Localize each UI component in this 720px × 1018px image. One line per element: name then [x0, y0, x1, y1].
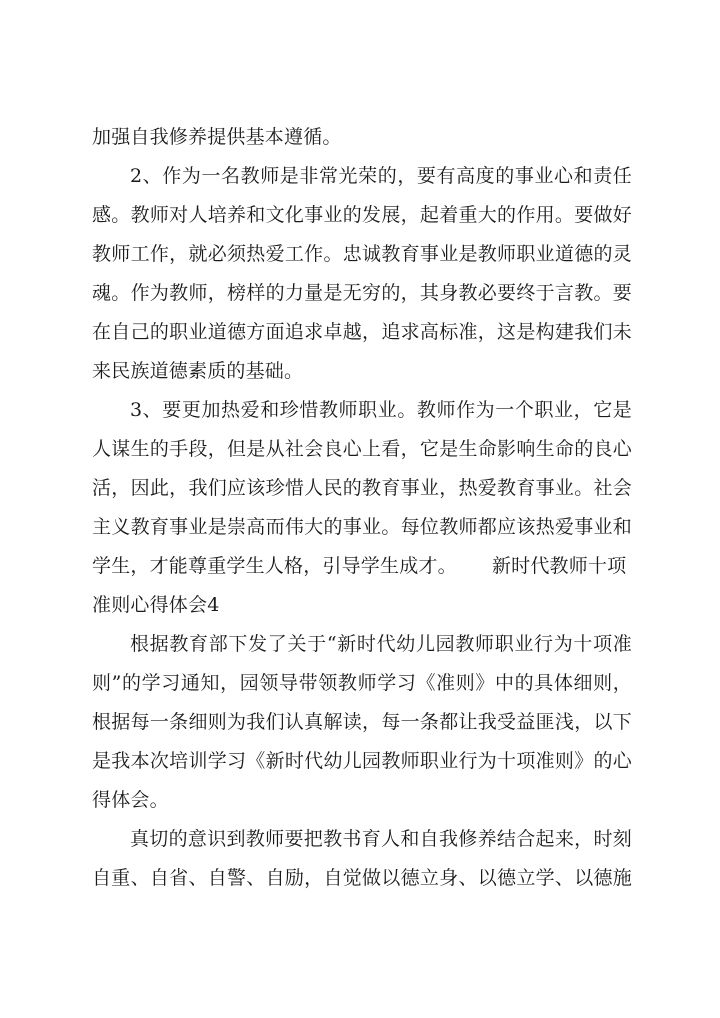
- text-line: 根据每一条细则为我们认真解读，每一条都让我受益匪浅，以下: [92, 711, 632, 733]
- text-line: 活，因此，我们应该珍惜人民的教育事业，热爱教育事业。社会: [92, 477, 632, 499]
- document-body: [92, 118, 632, 898]
- text-line: 是我本次培训学习《新时代幼儿园教师职业行为十项准则》的心: [92, 750, 632, 772]
- text-line: 感。教师对人培养和文化事业的发展，起着重大的作用。要做好: [92, 204, 632, 226]
- text-line: 教师工作，就必须热爱工作。忠诚教育事业是教师职业道德的灵: [92, 243, 632, 265]
- text-line: 自重、自省、自警、自励，自觉做以德立身、以德立学、以德施: [92, 867, 632, 889]
- text-line: 人谋生的手段，但是从社会良心上看，它是生命影响生命的良心: [92, 438, 632, 460]
- text-line: 2、作为一名教师是非常光荣的，要有高度的事业心和责任: [130, 165, 632, 187]
- text-line: 根据教育部下发了关于“新时代幼儿园教师职业行为十项准: [130, 633, 632, 655]
- text-line: 学生，才能尊重学生人格，引导学生成才。 新时代教师十项: [92, 555, 627, 577]
- text-line: 则”的学习通知，园领导带领教师学习《准则》中的具体细则，: [92, 672, 632, 694]
- text-line: 真切的意识到教师要把教书育人和自我修养结合起来，时刻: [130, 828, 632, 850]
- text-line: 魂。作为教师，榜样的力量是无穷的，其身教必要终于言教。要: [92, 282, 632, 304]
- text-line: 得体会。: [92, 789, 169, 811]
- text-line: 在自己的职业道德方面追求卓越，追求高标准，这是构建我们未: [92, 321, 632, 343]
- section-title: 准则心得体会4: [92, 594, 220, 616]
- text-line: 主义教育事业是崇高而伟大的事业。每位教师都应该热爱事业和: [92, 516, 632, 538]
- text-line: 加强自我修养提供基本遵循。: [92, 126, 342, 148]
- text-line: 3、要更加热爱和珍惜教师职业。教师作为一个职业，它是: [130, 399, 632, 421]
- text-line: 来民族道德素质的基础。: [92, 360, 304, 382]
